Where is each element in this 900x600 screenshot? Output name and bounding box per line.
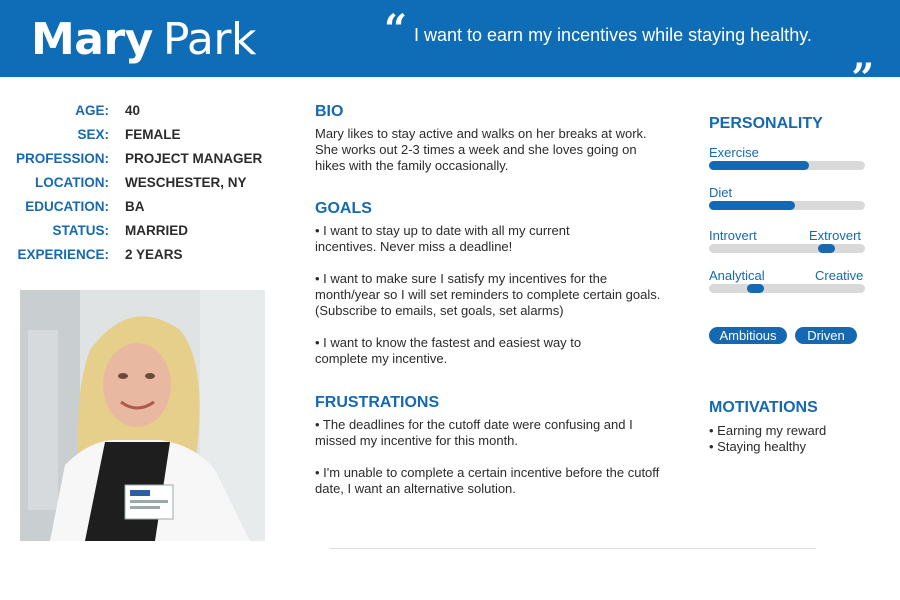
tag-driven: Driven (795, 327, 857, 344)
quote-open-mark: “ (384, 6, 408, 53)
persona-facts (0, 101, 280, 269)
fact-label: EDUCATION: (25, 199, 109, 214)
motivation-item: • Staying healthy (709, 439, 807, 454)
persona-quote: I want to earn my incentives while staying healthy. (414, 25, 812, 45)
fact-label: PROFESSION: (15, 151, 109, 166)
creative-label: Creative (815, 268, 864, 283)
fact-value: WESCHESTER, NY (125, 175, 247, 190)
diet-bar-fill (709, 201, 795, 210)
fact-value: BA (125, 199, 145, 214)
goal-item: • I want to know the fastest and easiest way to complete my incentive. (315, 335, 582, 366)
goal-item: • I want to make sure I satisfy my incentives for the month/year so I will set reminders to complete certain goals. (Subscribe to emails, set goals, set alarms) (315, 271, 661, 318)
diet-label: Diet (709, 185, 733, 200)
fact-label: SEX: (77, 127, 109, 142)
fact-age (0, 101, 280, 125)
fact-value: 2 YEARS (125, 247, 183, 262)
fact-label: EXPERIENCE: (17, 247, 109, 262)
goals-title: GOALS (315, 200, 372, 217)
persona-photo (20, 290, 265, 541)
fact-status (0, 221, 280, 245)
fact-value: PROJECT MANAGER (125, 151, 263, 166)
fact-value: FEMALE (125, 127, 181, 142)
introvert-extrovert-knob (818, 244, 835, 253)
goal-item: • I want to stay up to date with all my current incentives. Never miss a deadline! (315, 223, 570, 254)
fact-education (0, 197, 280, 221)
analytical-label: Analytical (709, 268, 765, 283)
extrovert-label: Extrovert (809, 228, 862, 243)
exercise-bar-fill (709, 161, 809, 170)
fact-label: STATUS: (52, 223, 109, 238)
fact-location (0, 173, 280, 197)
fact-value: 40 (125, 103, 141, 118)
bio-title: BIO (315, 103, 344, 120)
bio-text: Mary likes to stay active and walks on her breaks at work. She works out 2-3 times a week and she loves going on hikes with the family occasionally. (315, 126, 647, 173)
exercise-label: Exercise (709, 145, 759, 160)
frustration-item: • I'm unable to complete a certain incentive before the cutoff date, I want an alternative solution. (315, 465, 660, 496)
first-name: Mary (31, 14, 153, 65)
header-banner (0, 0, 900, 77)
personality-title: PERSONALITY (709, 115, 823, 132)
last-name: Park (162, 14, 256, 65)
fact-value: MARRIED (125, 223, 188, 238)
quote-close-mark: „ (852, 32, 876, 79)
fact-label: AGE: (75, 103, 109, 118)
fact-profession (0, 149, 280, 173)
fact-experience (0, 245, 280, 269)
tag-ambitious: Ambitious (709, 327, 787, 344)
analytical-creative-slider (709, 284, 865, 293)
diet-bar (709, 201, 865, 210)
fact-sex (0, 125, 280, 149)
footer-divider (330, 548, 816, 549)
motivations-title: MOTIVATIONS (709, 399, 818, 416)
analytical-creative-knob (747, 284, 764, 293)
introvert-extrovert-slider (709, 244, 865, 253)
introvert-label: Introvert (709, 228, 757, 243)
frustration-item: • The deadlines for the cutoff date were confusing and I missed my incentive for this month. (315, 417, 633, 448)
fact-label: LOCATION: (35, 175, 109, 190)
motivation-item: • Earning my reward (709, 423, 827, 438)
persona-name (31, 14, 256, 66)
frustrations-title: FRUSTRATIONS (315, 394, 440, 411)
exercise-bar (709, 161, 865, 170)
